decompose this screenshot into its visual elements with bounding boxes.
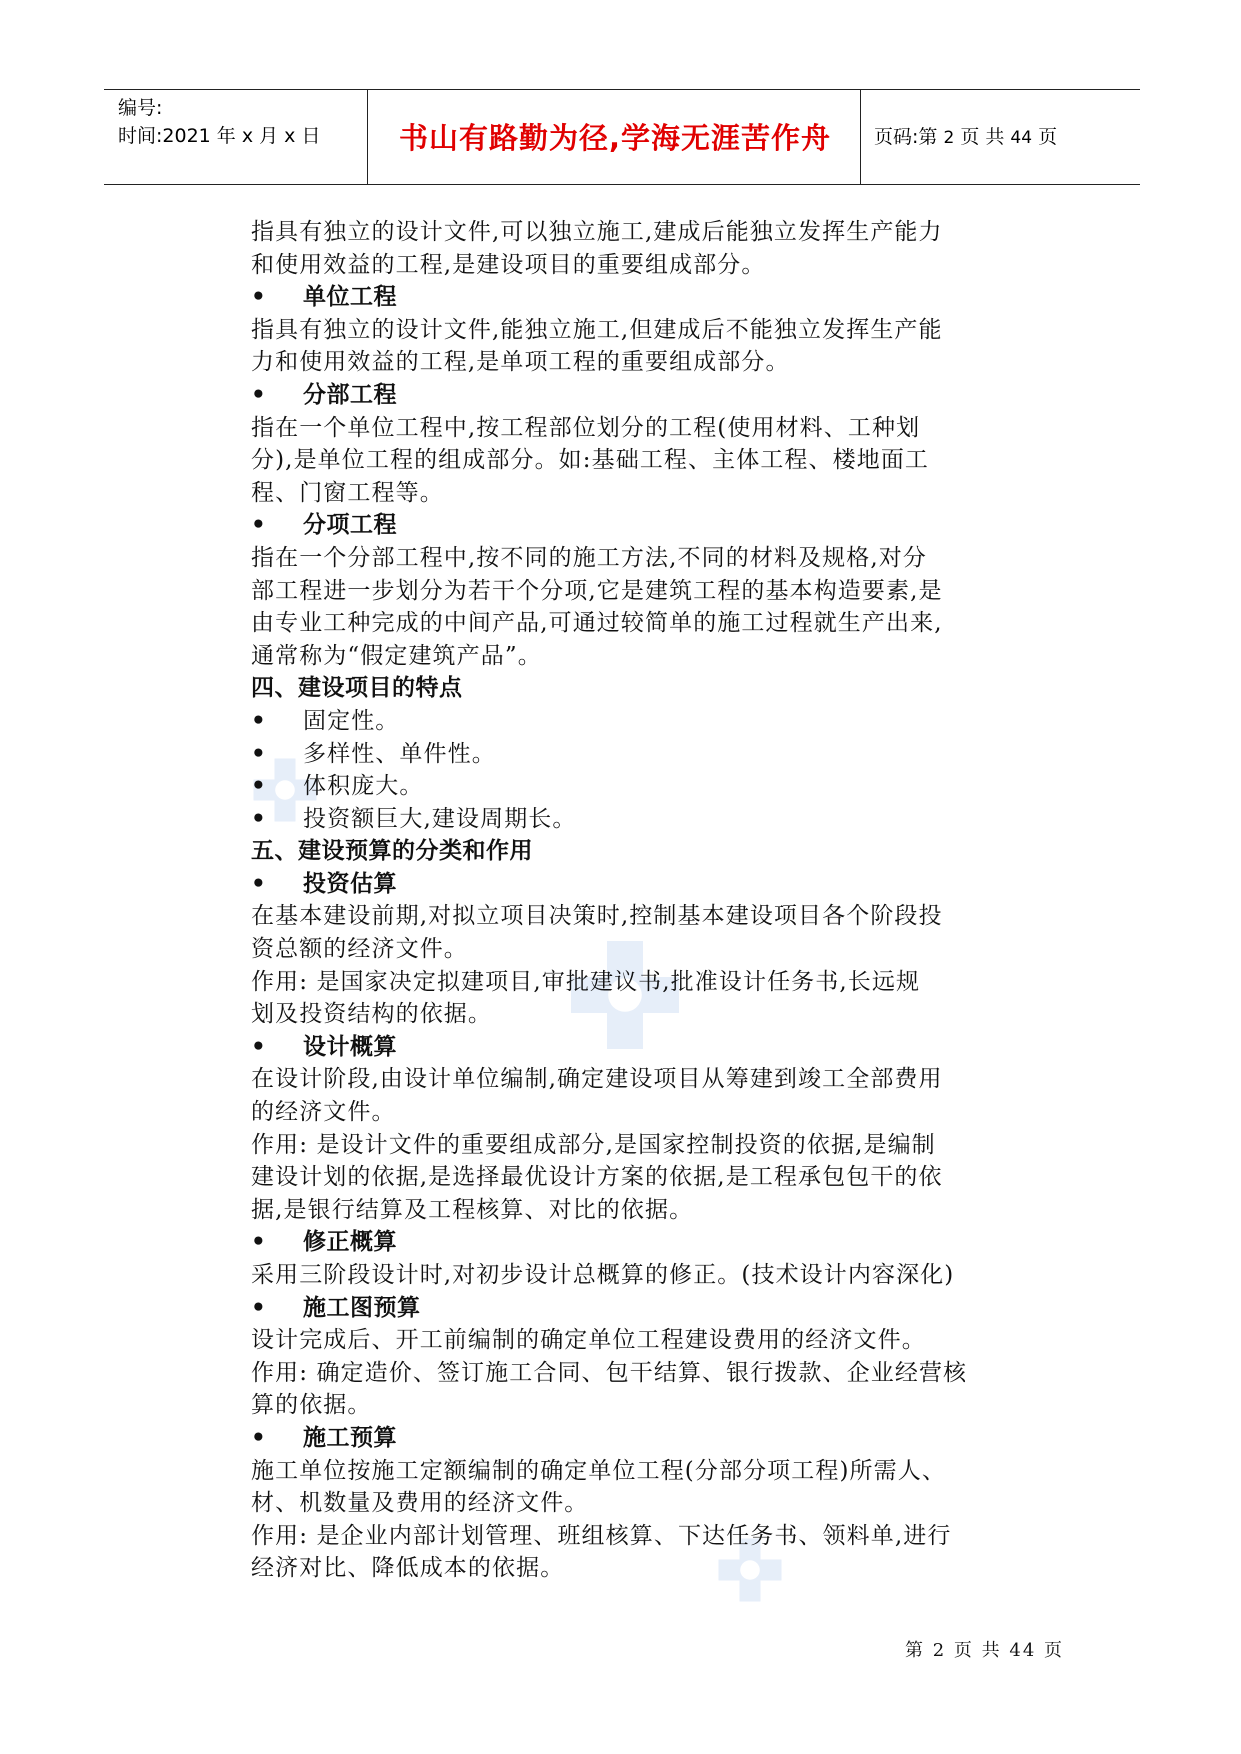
paragraph-line [251, 1259, 1001, 1292]
line-text: 算的依据。 [251, 1392, 372, 1419]
header-divider [367, 90, 368, 184]
line-text: 部工程进一步划分为若干个分项,它是建筑工程的基本构造要素,是 [251, 577, 943, 604]
bullet-icon: • [251, 740, 267, 767]
paragraph-line [251, 575, 1001, 608]
paragraph-line [251, 1194, 1001, 1227]
paragraph-line [251, 216, 1001, 249]
bullet-icon: • [251, 1229, 267, 1256]
footer-total: 44 [1009, 1640, 1037, 1661]
bullet-item [251, 1226, 1001, 1259]
line-text: 施工图预算 [303, 1294, 421, 1321]
line-text: 在设计阶段,由设计单位编制,确定建设项目从筹建到竣工全部费用 [251, 1066, 943, 1093]
bullet-icon: • [251, 284, 267, 311]
bullet-icon: • [251, 870, 267, 897]
line-text: 多样性、单件性。 [303, 740, 496, 767]
line-text: 四、建设项目的特点 [251, 675, 463, 702]
bullet-item [251, 1422, 1001, 1455]
paragraph-line [251, 412, 1001, 445]
paragraph-line [251, 1455, 1001, 1488]
paragraph-line [251, 1357, 1001, 1390]
line-text: 程、门窗工程等。 [251, 479, 444, 506]
bullet-icon: • [251, 1424, 267, 1451]
line-text: 设计概算 [303, 1033, 397, 1060]
line-text: 在基本建设前期,对拟立项目决策时,控制基本建设项目各个阶段投 [251, 903, 943, 930]
line-text: 资总额的经济文件。 [251, 936, 468, 963]
paragraph-line [251, 1520, 1001, 1553]
header-page-number [874, 122, 1057, 149]
footer-current: 2 [932, 1640, 947, 1661]
page-suffix: 页 [1038, 126, 1058, 148]
line-text: 作用: 是国家决定拟建项目,审批建议书,批准设计任务书,长远规 [251, 968, 921, 995]
line-text: 作用: 确定造价、签订施工合同、包干结算、银行拨款、企业经营核 [251, 1359, 968, 1386]
line-text: 单位工程 [303, 284, 397, 311]
bullet-icon: • [251, 773, 267, 800]
line-text: 划及投资结构的依据。 [251, 1001, 492, 1028]
header-motto: 书山有路勤为径,学海无涯苦作舟 [398, 121, 832, 155]
paragraph-line [251, 1096, 1001, 1129]
line-text: 固定性。 [303, 707, 400, 734]
paragraph-line [251, 249, 1001, 282]
paragraph-line [251, 1161, 1001, 1194]
line-text: 投资估算 [303, 870, 397, 897]
line-text: 指在一个单位工程中,按工程部位划分的工程(使用材料、工种划 [251, 414, 921, 441]
bullet-icon: • [251, 1294, 267, 1321]
page-total: 44 [1010, 128, 1033, 148]
paragraph-line [251, 1324, 1001, 1357]
line-text: 五、建设预算的分类和作用 [251, 838, 533, 865]
line-text: 指具有独立的设计文件,可以独立施工,建成后能独立发挥生产能力 [251, 219, 943, 245]
bullet-icon: • [251, 805, 267, 832]
page-mid: 页 共 [960, 126, 1005, 148]
paragraph-line [251, 477, 1001, 510]
line-text: 据,是银行结算及工程核算、对比的依据。 [251, 1196, 694, 1223]
paragraph-line [251, 444, 1001, 477]
line-text: 体积庞大。 [303, 773, 424, 800]
line-text: 作用: 是设计文件的重要组成部分,是国家控制投资的依据,是编制 [251, 1131, 936, 1158]
section-heading [251, 672, 1001, 705]
paragraph-line [251, 640, 1001, 673]
bullet-item [251, 738, 1001, 771]
paragraph-line [251, 1487, 1001, 1520]
line-text: 由专业工种完成的中间产品,可通过较简单的施工过程就生产出来, [251, 610, 943, 637]
line-text: 的经济文件。 [251, 1099, 396, 1126]
bullet-icon: • [251, 707, 267, 734]
paragraph-line [251, 542, 1001, 575]
paragraph-line [251, 1552, 1001, 1585]
line-text: 施工预算 [303, 1424, 397, 1451]
line-text: 分项工程 [303, 512, 397, 539]
line-text: 分部工程 [303, 381, 397, 408]
footer-mid: 页 共 [953, 1640, 1002, 1661]
bullet-item [251, 281, 1001, 314]
bullet-icon: • [251, 512, 267, 539]
bullet-item [251, 379, 1001, 412]
line-text: 经济对比、降低成本的依据。 [251, 1555, 565, 1582]
line-text: 指在一个分部工程中,按不同的施工方法,不同的材料及规格,对分 [251, 544, 927, 571]
header-meta [118, 94, 320, 150]
paragraph-line [251, 998, 1001, 1031]
document-time-label: 时间:2021 年 x 月 x 日 [118, 125, 321, 147]
paragraph-line [251, 1389, 1001, 1422]
paragraph-line [251, 346, 1001, 379]
line-text: 分),是单位工程的组成部分。如:基础工程、主体工程、楼地面工 [251, 447, 930, 474]
document-body [251, 216, 1001, 1585]
paragraph-line [251, 314, 1001, 347]
bullet-item [251, 868, 1001, 901]
paragraph-line [251, 966, 1001, 999]
line-text: 和使用效益的工程,是建设项目的重要组成部分。 [251, 251, 766, 278]
bullet-item [251, 1292, 1001, 1325]
page-prefix: 页码:第 [874, 126, 938, 148]
line-text: 建设计划的依据,是选择最优设计方案的依据,是工程承包包干的依 [251, 1164, 943, 1191]
bullet-item [251, 803, 1001, 836]
line-text: 修正概算 [303, 1229, 397, 1256]
line-text: 采用三阶段设计时,对初步设计总概算的修正。(技术设计内容深化) [251, 1262, 955, 1288]
bullet-icon: • [251, 381, 267, 408]
footer-prefix: 第 [905, 1640, 925, 1661]
line-text: 施工单位按施工定额编制的确定单位工程(分部分项工程)所需人、 [251, 1457, 946, 1484]
line-text: 通常称为“假定建筑产品”。 [251, 642, 542, 669]
line-text: 投资额巨大,建设周期长。 [303, 805, 577, 832]
bullet-icon: • [251, 1033, 267, 1060]
page-header [104, 89, 1140, 185]
line-text: 材、机数量及费用的经济文件。 [251, 1490, 589, 1517]
bullet-item [251, 509, 1001, 542]
paragraph-line [251, 607, 1001, 640]
page-current: 2 [943, 128, 955, 148]
page-footer [905, 1636, 1064, 1662]
paragraph-line [251, 900, 1001, 933]
paragraph-line [251, 1063, 1001, 1096]
paragraph-line [251, 1129, 1001, 1162]
bullet-item [251, 770, 1001, 803]
document-number-label: 编号: [118, 97, 163, 119]
bullet-item [251, 705, 1001, 738]
header-divider [860, 90, 861, 184]
line-text: 设计完成后、开工前编制的确定单位工程建设费用的经济文件。 [251, 1327, 926, 1354]
line-text: 指具有独立的设计文件,能独立施工,但建成后不能独立发挥生产能 [251, 316, 943, 343]
bullet-item [251, 1031, 1001, 1064]
paragraph-line [251, 933, 1001, 966]
footer-suffix: 页 [1044, 1640, 1065, 1661]
line-text: 力和使用效益的工程,是单项工程的重要组成部分。 [251, 349, 790, 376]
section-heading [251, 835, 1001, 868]
line-text: 作用: 是企业内部计划管理、班组核算、下达任务书、领料单,进行 [251, 1522, 952, 1549]
